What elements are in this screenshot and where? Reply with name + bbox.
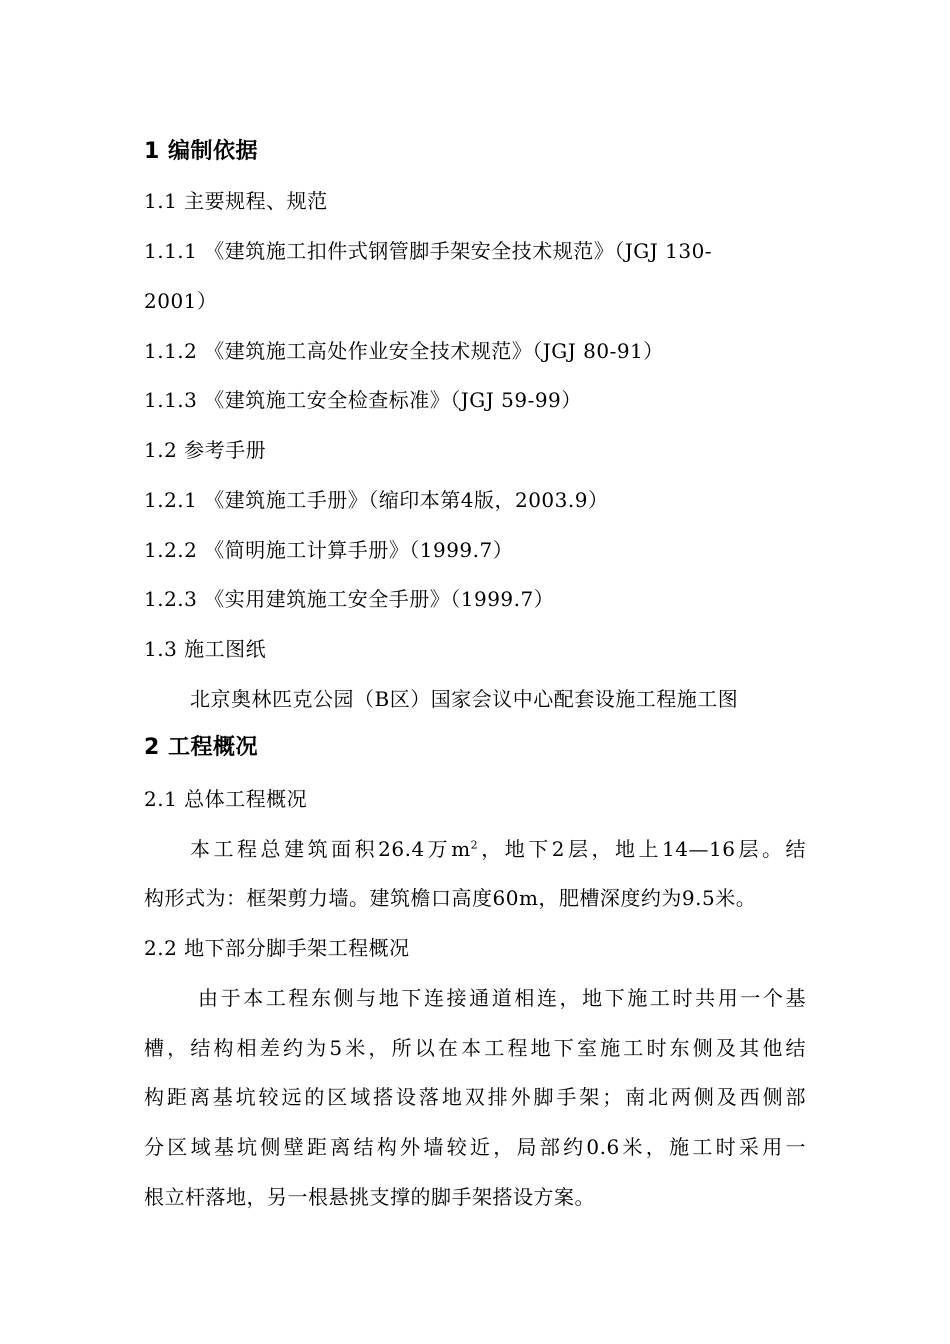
para2-line3: 构距离基坑较远的区域搭设落地双排外脚手架；南北两侧及西侧部 <box>144 1085 806 1109</box>
item-1-1-3: 1.1.3 《建筑施工安全检查标准》（JGJ 59-99） <box>144 388 582 412</box>
item-1-1-1-line2: 2001） <box>144 289 218 313</box>
superscript-2: 2 <box>470 838 479 852</box>
item-1-2-1: 1.2.1 《建筑施工手册》（缩印本第4版，2003.9） <box>144 488 609 512</box>
section-1-3-heading: 1.3 施工图纸 <box>144 637 267 661</box>
section-1-2-heading: 1.2 参考手册 <box>144 438 267 462</box>
section-1-1-heading: 1.1 主要规程、规范 <box>144 189 328 213</box>
section-2-2-heading: 2.2 地下部分脚手架工程概况 <box>144 936 410 960</box>
para2-line1: 由于本工程东侧与地下连接通道相连，地下施工时共用一个基 <box>198 986 806 1010</box>
item-1-2-3: 1.2.3 《实用建筑施工安全手册》（1999.7） <box>144 587 555 611</box>
section-2-1-heading: 2.1 总体工程概况 <box>144 787 308 811</box>
para2-line4: 分区域基坑侧壁距离结构外墙较近，局部约0.6米，施工时采用一 <box>144 1135 806 1159</box>
para1-line2: 构形式为：框架剪力墙。建筑檐口高度60m，肥槽深度约为9.5米。 <box>144 886 757 910</box>
para1-line1-text-a: 本工程总建筑面积26.4万m <box>190 837 471 861</box>
section-2-title: 2 工程概况 <box>144 735 258 760</box>
para1-line1 <box>190 835 806 863</box>
item-1-1-1-line1: 1.1.1 《建筑施工扣件式钢管脚手架安全技术规范》（JGJ 130- <box>144 239 713 263</box>
para1-line1-text-b: ，地下2层，地上14—16层。结 <box>478 837 806 861</box>
item-1-1-2: 1.1.2 《建筑施工高处作业安全技术规范》（JGJ 80-91） <box>144 339 664 363</box>
para2-line2: 槽，结构相差约为5米，所以在本工程地下室施工时东侧及其他结 <box>144 1036 806 1060</box>
section-1-title: 1 编制依据 <box>144 139 258 164</box>
item-1-2-2: 1.2.2 《简明施工计算手册》（1999.7） <box>144 538 514 562</box>
para2-line5: 根立杆落地，另一根悬挑支撑的脚手架搭设方案。 <box>144 1185 595 1209</box>
drawings-text: 北京奥林匹克公园（B区）国家会议中心配套设施工程施工图 <box>190 687 739 711</box>
